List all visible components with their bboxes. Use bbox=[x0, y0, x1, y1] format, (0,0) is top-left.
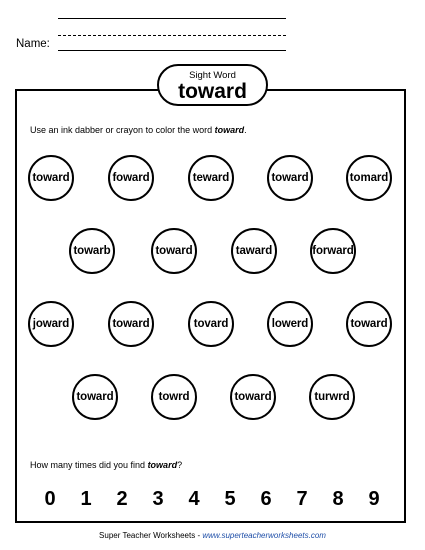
footer-text: Super Teacher Worksheets - bbox=[99, 531, 203, 540]
instructions-target-word: toward bbox=[214, 125, 245, 135]
answer-number[interactable]: 1 bbox=[80, 488, 92, 510]
word-circle[interactable]: toward bbox=[267, 155, 313, 201]
answer-number[interactable]: 4 bbox=[188, 488, 200, 510]
word-circle[interactable]: foward bbox=[108, 155, 154, 201]
word-circle[interactable]: towrd bbox=[151, 374, 197, 420]
answer-number[interactable]: 5 bbox=[224, 488, 236, 510]
word-circle[interactable]: forward bbox=[310, 228, 356, 274]
answer-number[interactable]: 2 bbox=[116, 488, 128, 510]
answer-number[interactable]: 3 bbox=[152, 488, 164, 510]
count-question bbox=[30, 460, 182, 470]
name-label: Name: bbox=[16, 38, 50, 50]
word-circle[interactable]: teward bbox=[188, 155, 234, 201]
title-word: toward bbox=[178, 80, 247, 103]
word-circle[interactable]: toward bbox=[108, 301, 154, 347]
instructions bbox=[30, 125, 247, 135]
word-circle[interactable]: tomard bbox=[346, 155, 392, 201]
word-circle[interactable]: lowerd bbox=[267, 301, 313, 347]
question-prefix: How many times did you find bbox=[30, 460, 148, 470]
instructions-suffix: . bbox=[244, 125, 247, 135]
question-suffix: ? bbox=[177, 460, 183, 470]
answer-number[interactable]: 8 bbox=[332, 488, 344, 510]
word-circle[interactable]: tovard bbox=[188, 301, 234, 347]
answer-number[interactable]: 0 bbox=[44, 488, 56, 510]
word-circle[interactable]: toward bbox=[151, 228, 197, 274]
word-circle[interactable]: toward bbox=[346, 301, 392, 347]
title-badge bbox=[157, 64, 268, 106]
word-circle[interactable]: joward bbox=[28, 301, 74, 347]
answer-number[interactable]: 7 bbox=[296, 488, 308, 510]
footer-url[interactable]: www.superteacherworksheets.com bbox=[202, 531, 326, 540]
name-line-dashed bbox=[58, 35, 286, 36]
question-target-word: toward bbox=[147, 460, 178, 470]
word-circle[interactable]: towarb bbox=[69, 228, 115, 274]
word-circle[interactable]: toward bbox=[72, 374, 118, 420]
name-line-top bbox=[58, 18, 286, 19]
answer-number[interactable]: 9 bbox=[368, 488, 380, 510]
title-subtitle: Sight Word bbox=[189, 70, 236, 81]
word-circle[interactable]: toward bbox=[28, 155, 74, 201]
name-line-bottom bbox=[58, 50, 286, 51]
word-circle[interactable]: toward bbox=[230, 374, 276, 420]
answer-number[interactable]: 6 bbox=[260, 488, 272, 510]
word-circle[interactable]: taward bbox=[231, 228, 277, 274]
instructions-prefix: Use an ink dabber or crayon to color the word bbox=[30, 125, 215, 135]
word-circle[interactable]: turwrd bbox=[309, 374, 355, 420]
footer bbox=[0, 531, 425, 540]
